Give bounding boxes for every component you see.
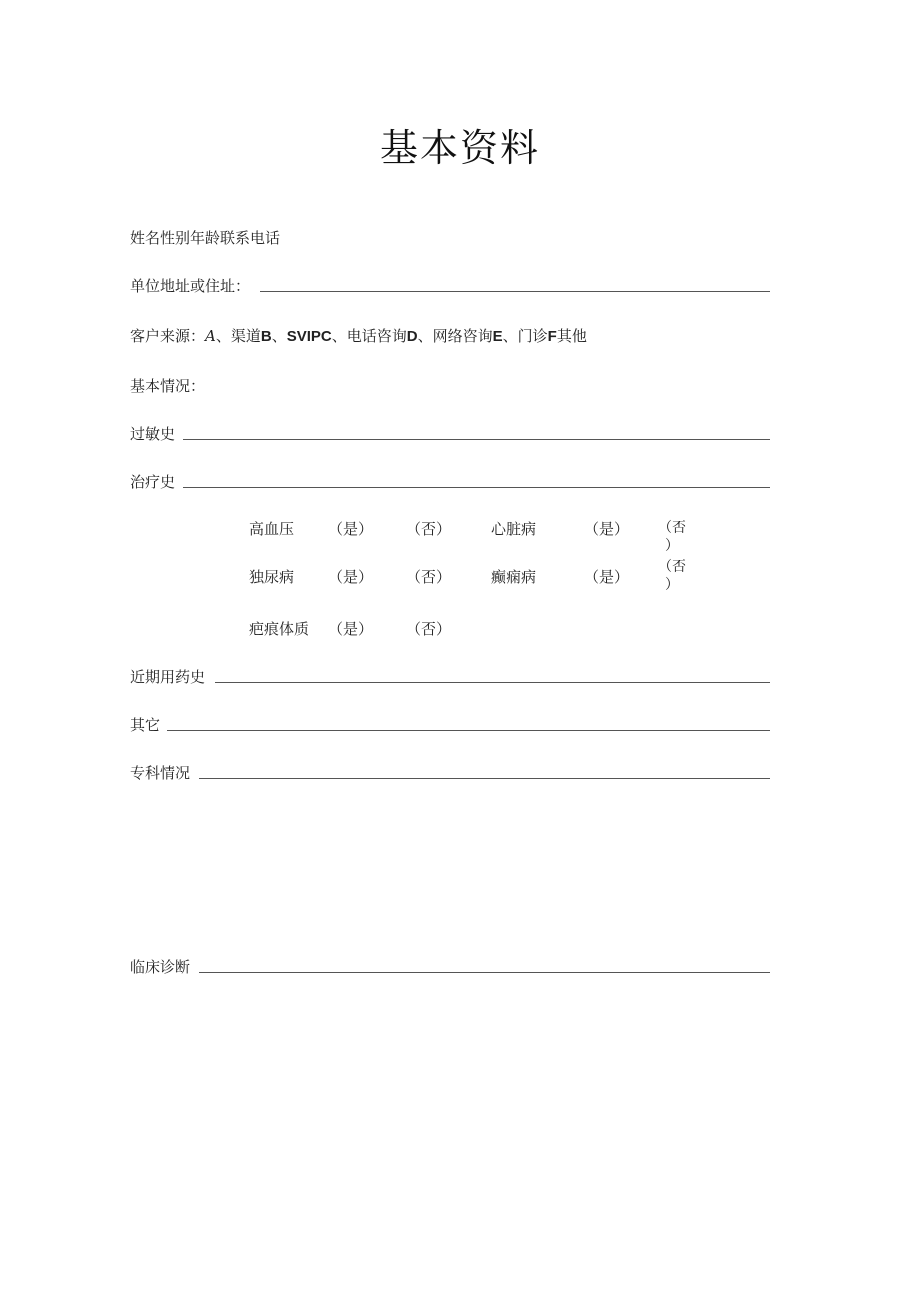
diabetes-yes-option[interactable]: （是）: [328, 568, 374, 586]
scar-yes-option[interactable]: （是）: [328, 620, 374, 638]
scar-no-option[interactable]: （否）: [406, 620, 452, 638]
specialty-label: 专科情况: [130, 764, 191, 782]
clinical-diagnosis-label: 临床诊断: [130, 958, 191, 976]
heart-disease-yes-option[interactable]: （是）: [584, 520, 630, 538]
source-text: 、门诊: [502, 327, 548, 345]
source-option-f: F: [547, 328, 557, 345]
condition-scar-constitution: 疤痕体质: [249, 620, 310, 638]
epilepsy-yes-option[interactable]: （是）: [584, 568, 630, 586]
source-option-d: D: [406, 328, 418, 345]
hypertension-yes-option[interactable]: （是）: [328, 520, 374, 538]
condition-epilepsy: 癫痫病: [491, 568, 537, 586]
name-gender-age-phone-label: 姓名性别年龄联系电话: [130, 229, 281, 247]
other-field[interactable]: [167, 730, 770, 731]
address-field[interactable]: [260, 291, 770, 292]
hypertension-no-option[interactable]: （否）: [406, 520, 452, 538]
allergy-history-label: 过敏史: [130, 425, 176, 443]
address-label: 单位地址或住址：: [130, 277, 251, 295]
no-option-open: （否: [658, 559, 686, 575]
source-text: 、渠道: [215, 327, 261, 345]
no-option-close: ）: [665, 538, 679, 554]
other-label: 其它: [130, 716, 161, 734]
no-option-close: ）: [665, 577, 679, 593]
source-option-a: A: [205, 327, 216, 345]
specialty-field[interactable]: [199, 778, 770, 779]
source-option-b: B: [260, 328, 272, 345]
source-text: 、电话咨询: [331, 327, 407, 345]
source-svipc: SVIPC: [286, 328, 332, 345]
source-option-e: E: [492, 328, 503, 345]
source-text: 、网络咨询: [417, 327, 493, 345]
epilepsy-no-option[interactable]: [654, 558, 690, 594]
allergy-history-field[interactable]: [183, 439, 770, 440]
diabetes-no-option[interactable]: （否）: [406, 568, 452, 586]
source-text: 其他: [556, 327, 587, 345]
treatment-history-field[interactable]: [183, 487, 770, 488]
customer-source: [130, 326, 587, 347]
heart-disease-no-option[interactable]: [654, 519, 690, 555]
page-title: 基本资料: [379, 126, 540, 170]
no-option-open: （否: [658, 520, 686, 536]
condition-diabetes: 独尿病: [249, 568, 295, 586]
basic-situation-label: 基本情况：: [130, 377, 206, 395]
clinical-diagnosis-field[interactable]: [199, 972, 770, 973]
recent-medication-label: 近期用药史: [130, 668, 206, 686]
customer-source-label: 客户来源：: [130, 327, 206, 345]
condition-hypertension: 高血压: [249, 520, 295, 538]
condition-heart-disease: 心脏病: [491, 520, 537, 538]
recent-medication-field[interactable]: [215, 682, 770, 683]
source-text: 、: [271, 327, 287, 345]
treatment-history-label: 治疗史: [130, 473, 176, 491]
